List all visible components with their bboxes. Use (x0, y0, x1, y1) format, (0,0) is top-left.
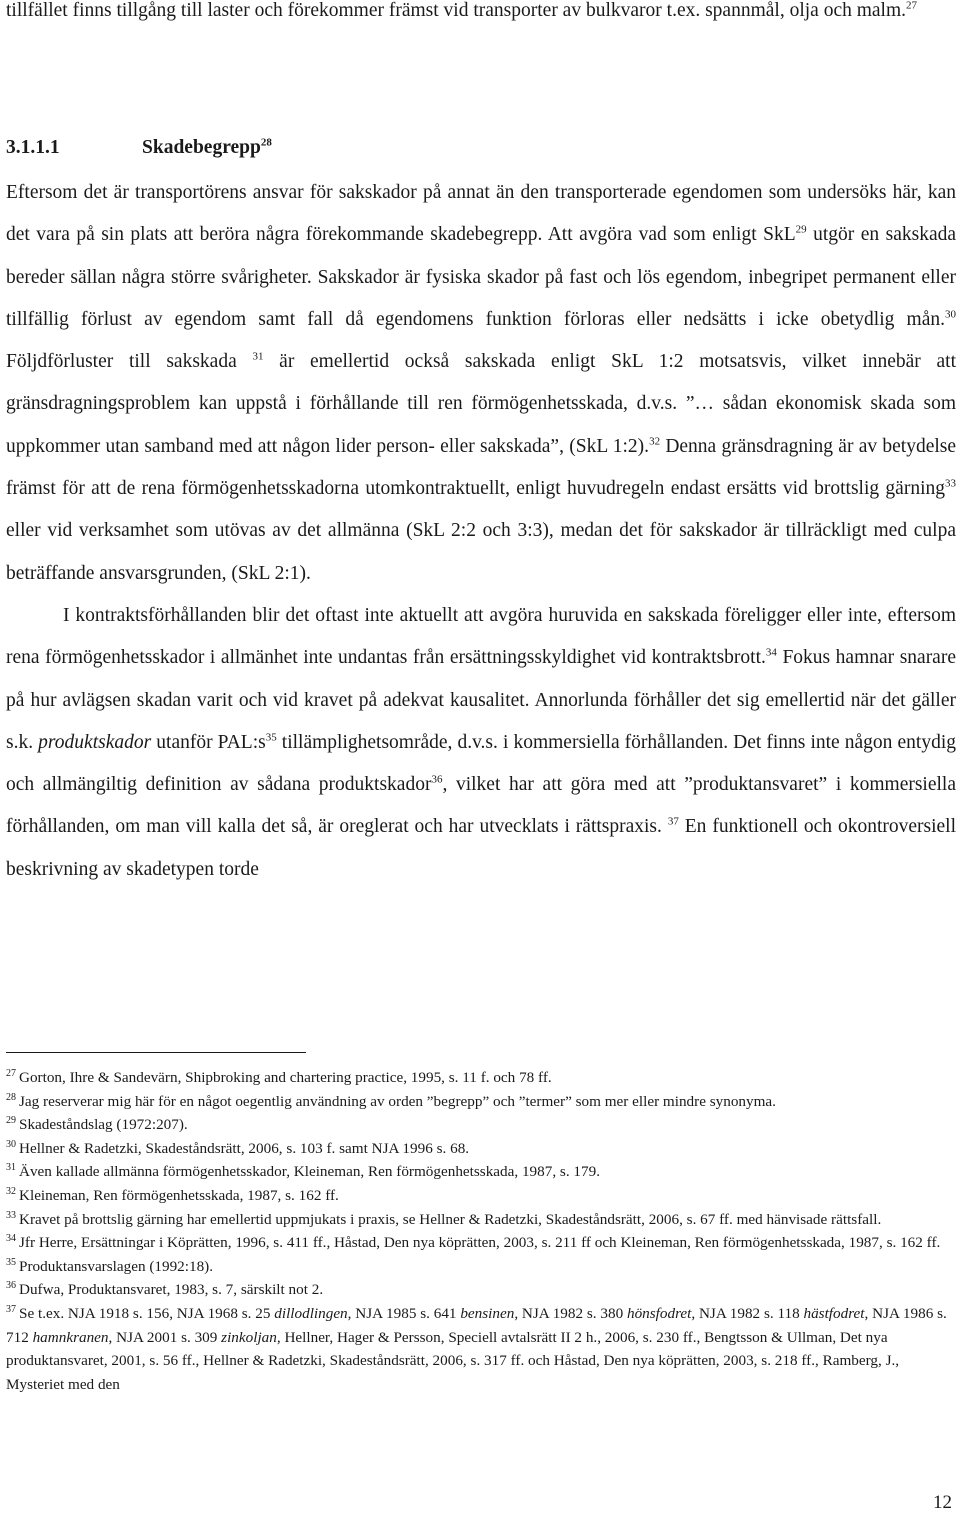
footnote-text: Kravet på brottslig gärning har emellertid uppmjukats i praxis, se Hellner & Radetzki, Skadeståndsrätt, 2006, s. 67 ff. med hänvisade rättsfall. (19, 1210, 882, 1228)
section-title: Skadebegrepp (142, 137, 261, 158)
footnote-31 (6, 1160, 956, 1184)
footnote-text: Även kallade allmänna förmögenhetsskador, Kleineman, Ren förmögenhetsskada, 1987, s. 179. (19, 1163, 601, 1181)
footnote-text: Jag reserverar mig här för en något oegentlig användning av orden ”begrepp” och ”termer” som mer eller mindre synonyma. (19, 1092, 776, 1110)
footnote-number: 34 (6, 1233, 16, 1245)
footnote-29 (6, 1113, 956, 1137)
p1-text-5: Denna gränsdragning är av betydelse främst för att de rena förmögenhetsskadorna utomkontraktuellt, enligt huvudregeln endast ersätts vid brottslig gärning (6, 435, 957, 500)
paragraph-2 (6, 595, 956, 891)
footnote-ref-27[interactable]: 27 (906, 0, 918, 12)
fn37-text-4: , NJA 1982 s. 118 (691, 1304, 804, 1322)
footnote-number: 35 (6, 1256, 16, 1268)
footnote-number: 31 (6, 1162, 16, 1174)
footnote-ref-29[interactable]: 29 (795, 223, 807, 236)
footnote-text: Produktansvarslagen (1992:18). (19, 1257, 214, 1275)
footnote-number: 33 (6, 1209, 16, 1221)
top-paragraph-text: tillfället finns tillgång till laster och förekommer främst vid transporter av bulkvaror t.ex. spannmål, olja och malm. (6, 0, 907, 21)
top-paragraph (6, 0, 956, 32)
footnote-text: Gorton, Ihre & Sandevärn, Shipbroking and chartering practice, 1995, s. 11 f. och 78 ff. (19, 1069, 552, 1086)
fn37-text-3: , NJA 1982 s. 380 (514, 1304, 627, 1322)
footnote-ref-34[interactable]: 34 (765, 646, 777, 659)
footnote-34 (6, 1231, 956, 1255)
footnote-text: Jfr Herre, Ersättningar i Köprätten, 1996, s. 411 ff., Håstad, Den nya köprätten, 2003, s. 211 ff och Kleineman, Ren förmögenhetsskada, 1987, s. 162 ff. (19, 1234, 941, 1252)
p2-text-1: I kontraktsförhållanden blir det oftast inte aktuellt att avgöra huruvida en sakskada föreligger eller inte, eftersom rena förmögenhetsskador i allmänhet inte undantas från ersättningsskyldighet vid kontraktsbrott. (6, 604, 956, 669)
p2-text-2: Fokus hamnar snarare på hur avlägsen skadan varit och vid kravet på adekvat kausalitet. Annorlunda förhåller det sig emellertid när det gäller s.k. (6, 647, 956, 753)
footnote-text: Dufwa, Produktansvaret, 1983, s. 7, särskilt not 2. (19, 1281, 324, 1299)
footnote-30 (6, 1137, 956, 1161)
footnote-text: Hellner & Radetzki, Skadeståndsrätt, 2006, s. 103 f. samt NJA 1996 s. 68. (19, 1139, 470, 1157)
footnote-ref-33[interactable]: 33 (945, 477, 956, 490)
footnote-28 (6, 1090, 956, 1114)
fn37-text-6: , NJA 2001 s. 309 (108, 1328, 222, 1346)
footnote-number: 30 (6, 1138, 16, 1150)
p2-text-6: En funktionell och okontroversiell beskrivning av skadetypen torde (6, 816, 957, 880)
p2-text-3: utanför PAL:s (151, 731, 266, 753)
paragraph-1 (6, 172, 956, 595)
p1-text-3: Följdförluster till sakskada (6, 351, 237, 373)
footnote-ref-30[interactable]: 30 (945, 308, 956, 321)
case-name-zinkoljan: zinkoljan (221, 1328, 277, 1346)
section-number: 3.1.1.1 (6, 137, 60, 158)
footnote-27 (6, 1066, 956, 1090)
footnote-ref-28[interactable]: 28 (260, 136, 272, 149)
term-produktskador: produktskador (38, 731, 152, 753)
footnote-32 (6, 1184, 956, 1208)
footnote-number: 32 (6, 1185, 16, 1197)
footnote-number: 27 (6, 1067, 16, 1079)
p1-text-2: utgör en sakskada bereder sällan några större svårigheter. Sakskador är fysiska skador på fast och lös egendom, inbegripet permanent eller tillfällig förlust av egendom samt fall då egendomens funktion förloras eller nedsätts i icke obetydlig mån. (6, 224, 956, 330)
p1-text-4: är emellertid också sakskada enligt SkL 1:2 motsatsvis, vilket innebär att gränsdragningsproblem kan uppstå i förhållande till ren förmögenhetsskada, d.v.s. ”… sådan ekonomisk skada som uppkommer utan samband med att någon lider person- eller sakskada”, (SkL 1:2). (6, 351, 956, 457)
case-name-hamnkranen: hamnkranen (32, 1328, 109, 1346)
fn37-text-1: Se t.ex. NJA 1918 s. 156, NJA 1968 s. 25 (19, 1304, 275, 1322)
footnote-35 (6, 1255, 956, 1279)
footnote-ref-31[interactable]: 31 (252, 350, 264, 363)
p2-text-5: , vilket har att göra med att ”produktansvaret” i kommersiella förhållanden, om man vill kalla det så, är oreglerat och har utvecklats i rättspraxis. (6, 774, 956, 838)
footnotes (6, 1066, 956, 1396)
footnote-ref-32[interactable]: 32 (649, 435, 661, 448)
fn37-text-2: , NJA 1985 s. 641 (347, 1304, 461, 1322)
fn37-text-5: , NJA 1986 s. 712 (6, 1304, 947, 1346)
footnote-text: Kleineman, Ren förmögenhetsskada, 1987, s. 162 ff. (19, 1186, 339, 1204)
footnote-ref-36[interactable]: 36 (431, 773, 443, 786)
footnote-37 (6, 1302, 956, 1396)
footnote-number: 28 (6, 1091, 16, 1103)
case-name-bensinen: bensinen (460, 1304, 515, 1322)
main-body (6, 172, 956, 891)
footnote-number: 36 (6, 1280, 16, 1292)
footnote-number: 29 (6, 1115, 16, 1127)
footnote-text: Skadeståndslag (1972:207). (19, 1116, 188, 1134)
case-name-dillodlingen: dillodlingen (274, 1304, 348, 1322)
footnote-ref-37[interactable]: 37 (667, 815, 679, 828)
fn37-text-7: , Hellner, Hager & Persson, Speciell avtalsrätt II 2 h., 2006, s. 230 ff., Bengtsson & Ullman, Det nya produktansvaret, 2001, s. 56 ff., Hellner & Radetzki, Skadeståndsrätt, 2006, s. 317 ff. och Håstad, Den nya köprätten, 2003, s. 218 ff., Ramberg, J., Mysteriet med den (6, 1328, 900, 1393)
section-heading (6, 128, 956, 168)
p1-text-1: Eftersom det är transportörens ansvar för sakskador på annat än den transporterade egendomen som undersöks här, kan det vara på sin plats att beröra några förekommande skadebegrepp. Att avgöra vad som enligt SkL (6, 182, 956, 246)
footnote-list (6, 1066, 956, 1302)
footnote-ref-35[interactable]: 35 (265, 731, 277, 744)
p1-text-6: eller vid verksamhet som utövas av det allmänna (SkL 2:2 och 3:3), medan det för sakskador är tillräckligt med culpa beträffande ansvarsgrunden, (SkL 2:1). (6, 520, 956, 584)
footnote-separator (6, 1052, 306, 1053)
case-name-hastfodret: hästfodret (803, 1304, 865, 1322)
case-name-honsfodret: hönsfodret (626, 1304, 692, 1322)
page-number: 12 (933, 1492, 952, 1513)
footnote-number: 37 (6, 1303, 16, 1315)
p2-text-4: tillämplighetsområde, d.v.s. i kommersiella förhållanden. Det finns inte någon entydig och allmängiltig definition av sådana produktskador (6, 731, 956, 796)
footnote-36 (6, 1278, 956, 1302)
footnote-33 (6, 1208, 956, 1232)
